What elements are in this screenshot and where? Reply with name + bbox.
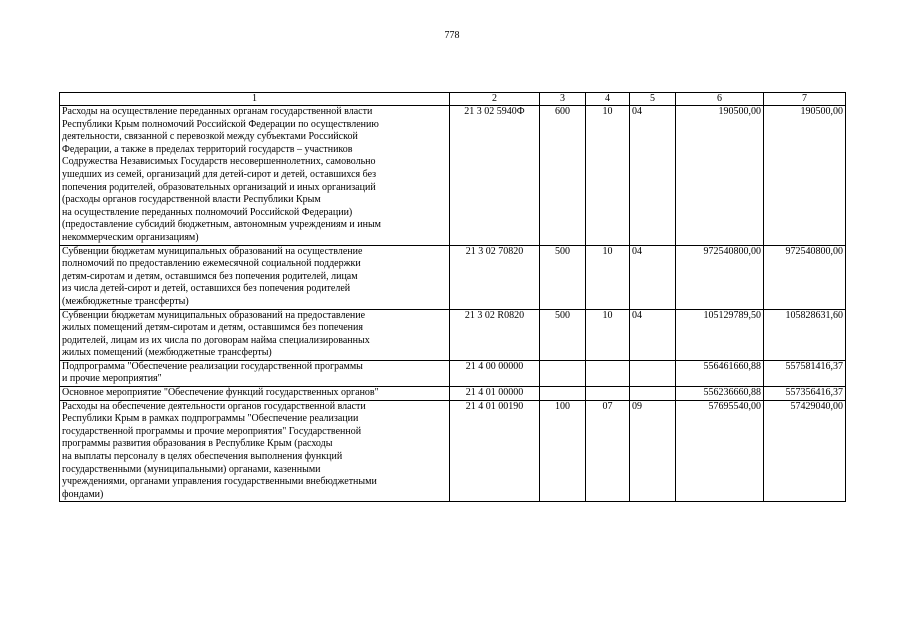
row-amount-col7: 972540800,00 <box>764 245 846 309</box>
page-number: 778 <box>444 30 460 41</box>
row-target-code: 21 4 01 00190 <box>450 400 540 502</box>
row-expense-type <box>540 360 586 386</box>
row-amount-col6: 556461660,88 <box>676 360 764 386</box>
table-row <box>60 106 846 246</box>
column-header-7: 7 <box>764 93 846 106</box>
row-section: 10 <box>586 245 630 309</box>
row-description: Субвенции бюджетам муниципальных образований на осуществление полномочий по предоставлению ежемесячной социальной поддержки детям-сиротам и детям, оставшимся без попечения родителей, лицам из числа детей-сирот и детей, оставшихся без попечения родителей (межбюджетные трансферты) <box>60 245 450 309</box>
row-amount-col6: 190500,00 <box>676 106 764 246</box>
table-row <box>60 387 846 401</box>
table-row <box>60 309 846 360</box>
row-amount-col7: 57429040,00 <box>764 400 846 502</box>
row-description: Субвенции бюджетам муниципальных образований на предоставление жилых помещений детям-сиротам и детям, оставшимся без попечения родителей, лицам из их числа по договорам найма специализированных жилых помещений (межбюджетные трансферты) <box>60 309 450 360</box>
row-expense-type: 600 <box>540 106 586 246</box>
column-header-4: 4 <box>586 93 630 106</box>
row-subsection <box>630 360 676 386</box>
row-target-code: 21 4 01 00000 <box>450 387 540 401</box>
row-description: Расходы на осуществление переданных органам государственной власти Республики Крым полномочий Российской Федерации по осуществлению деятельности, связанной с перевозкой между субъектами Российской Федерации, а также в пределах территорий государств – участников Содружества Независимых Государств несовершеннолетних, самовольно ушедших из семей, организаций для детей-сирот и детей, оставшихся без попечения родителей, образовательных организаций и иных организаций (расходы органов государственной власти Республики Крым на осуществление переданных полномочий Российской Федерации) (предоставление субсидий бюджетным, автономным учреждениям и иным некоммерческим организациям) <box>60 106 450 246</box>
row-description: Подпрограмма "Обеспечение реализации государственной программы и прочие мероприятия" <box>60 360 450 386</box>
column-header-5: 5 <box>630 93 676 106</box>
header-row <box>60 93 846 106</box>
row-target-code: 21 3 02 70820 <box>450 245 540 309</box>
row-description: Основное мероприятие "Обеспечение функций государственных органов" <box>60 387 450 401</box>
row-subsection: 04 <box>630 245 676 309</box>
row-amount-col7: 105828631,60 <box>764 309 846 360</box>
column-header-3: 3 <box>540 93 586 106</box>
row-target-code: 21 3 02 5940Ф <box>450 106 540 246</box>
row-amount-col7: 557581416,37 <box>764 360 846 386</box>
row-expense-type <box>540 387 586 401</box>
row-amount-col6: 556236660,88 <box>676 387 764 401</box>
column-header-1: 1 <box>60 93 450 106</box>
column-header-2: 2 <box>450 93 540 106</box>
table-row <box>60 245 846 309</box>
row-description: Расходы на обеспечение деятельности органов государственной власти Республики Крым в рамках подпрограммы "Обеспечение реализации государственной программы и прочие мероприятия" Государственной программы развития образования в Республике Крым (расходы на выплаты персоналу в целях обеспечения выполнения функций государственными (муниципальными) органами, казенными учреждениями, органами управления государственными внебюджетными фондами) <box>60 400 450 502</box>
row-target-code: 21 3 02 R0820 <box>450 309 540 360</box>
table-row <box>60 400 846 502</box>
row-subsection: 04 <box>630 106 676 246</box>
table-row <box>60 360 846 386</box>
row-expense-type: 500 <box>540 309 586 360</box>
row-subsection: 09 <box>630 400 676 502</box>
row-amount-col6: 105129789,50 <box>676 309 764 360</box>
budget-table <box>59 92 846 502</box>
row-amount-col6: 972540800,00 <box>676 245 764 309</box>
row-section <box>586 387 630 401</box>
row-section: 10 <box>586 309 630 360</box>
row-amount-col7: 190500,00 <box>764 106 846 246</box>
row-section: 07 <box>586 400 630 502</box>
row-subsection: 04 <box>630 309 676 360</box>
row-target-code: 21 4 00 00000 <box>450 360 540 386</box>
row-amount-col6: 57695540,00 <box>676 400 764 502</box>
row-subsection <box>630 387 676 401</box>
row-amount-col7: 557356416,37 <box>764 387 846 401</box>
column-header-6: 6 <box>676 93 764 106</box>
row-section: 10 <box>586 106 630 246</box>
row-section <box>586 360 630 386</box>
row-expense-type: 500 <box>540 245 586 309</box>
row-expense-type: 100 <box>540 400 586 502</box>
